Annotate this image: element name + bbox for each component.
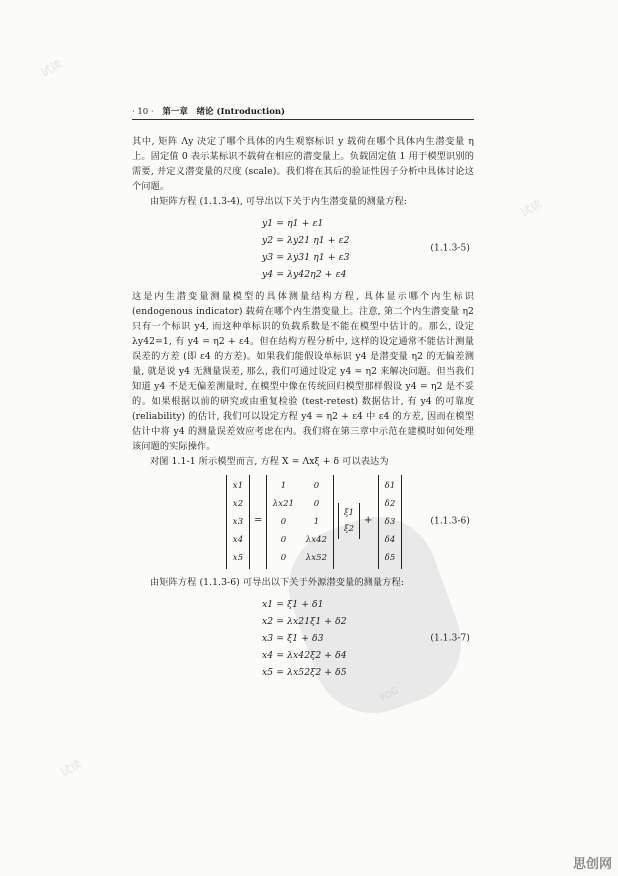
matrix-cell: λx42 <box>305 535 328 545</box>
plus-sign: + <box>364 515 373 526</box>
equation-number: (1.1.3-7) <box>430 633 470 643</box>
equation-1-1-3-7 <box>132 596 474 681</box>
matrix-cell: x1 <box>232 481 244 491</box>
equation-number: (1.1.3-6) <box>430 516 470 527</box>
matrix-cell: 0 <box>280 517 287 527</box>
equation-line: y1 = η1 + ε1 <box>262 218 324 229</box>
matrix-cell: 1 <box>280 481 287 491</box>
paragraph-1: 其中, 矩阵 Λy 决定了哪个具体的内生观察标识 y 载荷在哪个具体内生潜变量 η 上。固定值 0 表示某标识不载荷在相应的潜变量上。负载固定值 1 用于模型识别的需要, 并定义潜变量的尺度 (scale)。我们将在其后的验证性因子分析中具体讨论这个问题。 <box>132 136 474 192</box>
watermark-tile: 试读 <box>58 757 85 780</box>
matrix-cell: ξ2 <box>343 524 355 534</box>
matrix-cell: δ3 <box>384 517 396 527</box>
page-header <box>132 105 474 117</box>
matrix-cell: δ2 <box>384 499 396 509</box>
equation-line: x1 = ξ1 + δ1 <box>262 599 324 610</box>
watermark-tile: 试读 <box>38 57 65 80</box>
matrix-cell: 0 <box>313 481 320 491</box>
header-rule <box>132 119 474 120</box>
equation-line: x4 = λx42ξ2 + δ4 <box>262 650 347 661</box>
equals-sign: = <box>254 515 263 526</box>
page-body <box>132 134 474 687</box>
chapter-label: 第一章 <box>162 107 188 117</box>
matrix-cell: δ5 <box>384 553 396 563</box>
equation-line: x2 = λx21ξ1 + δ2 <box>262 616 347 627</box>
matrix-cell: x2 <box>232 499 244 509</box>
chapter-title: 绪论 (Introduction) <box>196 107 286 117</box>
delta-vector <box>378 475 402 569</box>
xi-vector <box>338 503 360 539</box>
matrix-cell: δ4 <box>384 535 396 545</box>
matrix-cell: 0 <box>280 535 287 545</box>
matrix-cell: x3 <box>232 517 244 527</box>
matrix-cell: 1 <box>313 517 320 527</box>
equation-line: y2 = λy21 η1 + ε2 <box>262 235 350 246</box>
page-number: · 10 · <box>132 107 154 117</box>
equation-line: x3 = ξ1 + δ3 <box>262 633 324 644</box>
paragraph-5: 由矩阵方程 (1.1.3-6) 可导出以下关于外源潜变量的测量方程: <box>150 577 404 588</box>
equation-line: y4 = λy42η2 + ε4 <box>262 269 347 280</box>
matrix-cell: ξ1 <box>343 508 355 518</box>
lambda-matrix <box>266 475 334 569</box>
matrix-cell: δ1 <box>384 481 396 491</box>
equation-1-1-3-6 <box>132 475 474 569</box>
matrix-cell: λx21 <box>272 499 295 509</box>
paragraph-3: 这是内生潜变量测量模型的具体测量结构方程, 具体显示哪个内生标识 (endogenous indicator) 载荷在哪个内生潜变量上。注意, 第二个内生潜变量 η2 只有一个标识 y4, 而这种单标识的负载系数是不能在模型中估计的。那么, 设定 λy42=1, 有 y4 = η2 + ε4。但在结构方程分析中, 这样的设定通常不能估计测量误差的方差 (即 ε4 的方差)。如果我们能假设单标识 y4 是潜变量 η2 的无偏差测量, 就是说 y4 无测量误差, 那么, 我们可通过设定 y4 = η2 来解决问题。但当我们知道 y4 不是无偏差测量时, 在模型中像在传统回归模型那样假设 y4 = η2 是不妥的。如果根据以前的研究或由重复检验 (test-retest) 数据估计, 有 y4 的可靠度 (reliability) 的估计, 我们可以设定方程 y4 = η2 + ε4 中 ε4 的方差, 因而在模型估计中将 y4 的测量误差效应考虑在内。我们将在第三章中示范在建模时如何处理该问题的实际操作。 <box>132 291 474 452</box>
equation-1-1-3-5 <box>132 215 474 283</box>
watermark-tile: 试读 <box>518 197 545 220</box>
x-vector <box>226 475 250 569</box>
paragraph-2: 由矩阵方程 (1.1.3-4), 可导出以下关于内生潜变量的测量方程: <box>150 196 407 207</box>
site-watermark: 思创网 <box>572 857 612 872</box>
matrix-cell: x5 <box>232 553 244 563</box>
matrix-cell: 0 <box>280 553 287 563</box>
stamp-label: PDG <box>378 685 401 705</box>
matrix-cell: λx52 <box>305 553 328 563</box>
matrix-cell: 0 <box>313 499 320 509</box>
equation-line: x5 = λx52ξ2 + δ5 <box>262 667 347 678</box>
equation-number: (1.1.3-5) <box>430 243 470 254</box>
equation-line: y3 = λy31 η1 + ε3 <box>262 252 350 263</box>
matrix-cell: x4 <box>232 535 244 545</box>
paragraph-4: 对图 1.1-1 所示模型而言, 方程 X = Λxξ + δ 可以表达为 <box>150 456 389 467</box>
